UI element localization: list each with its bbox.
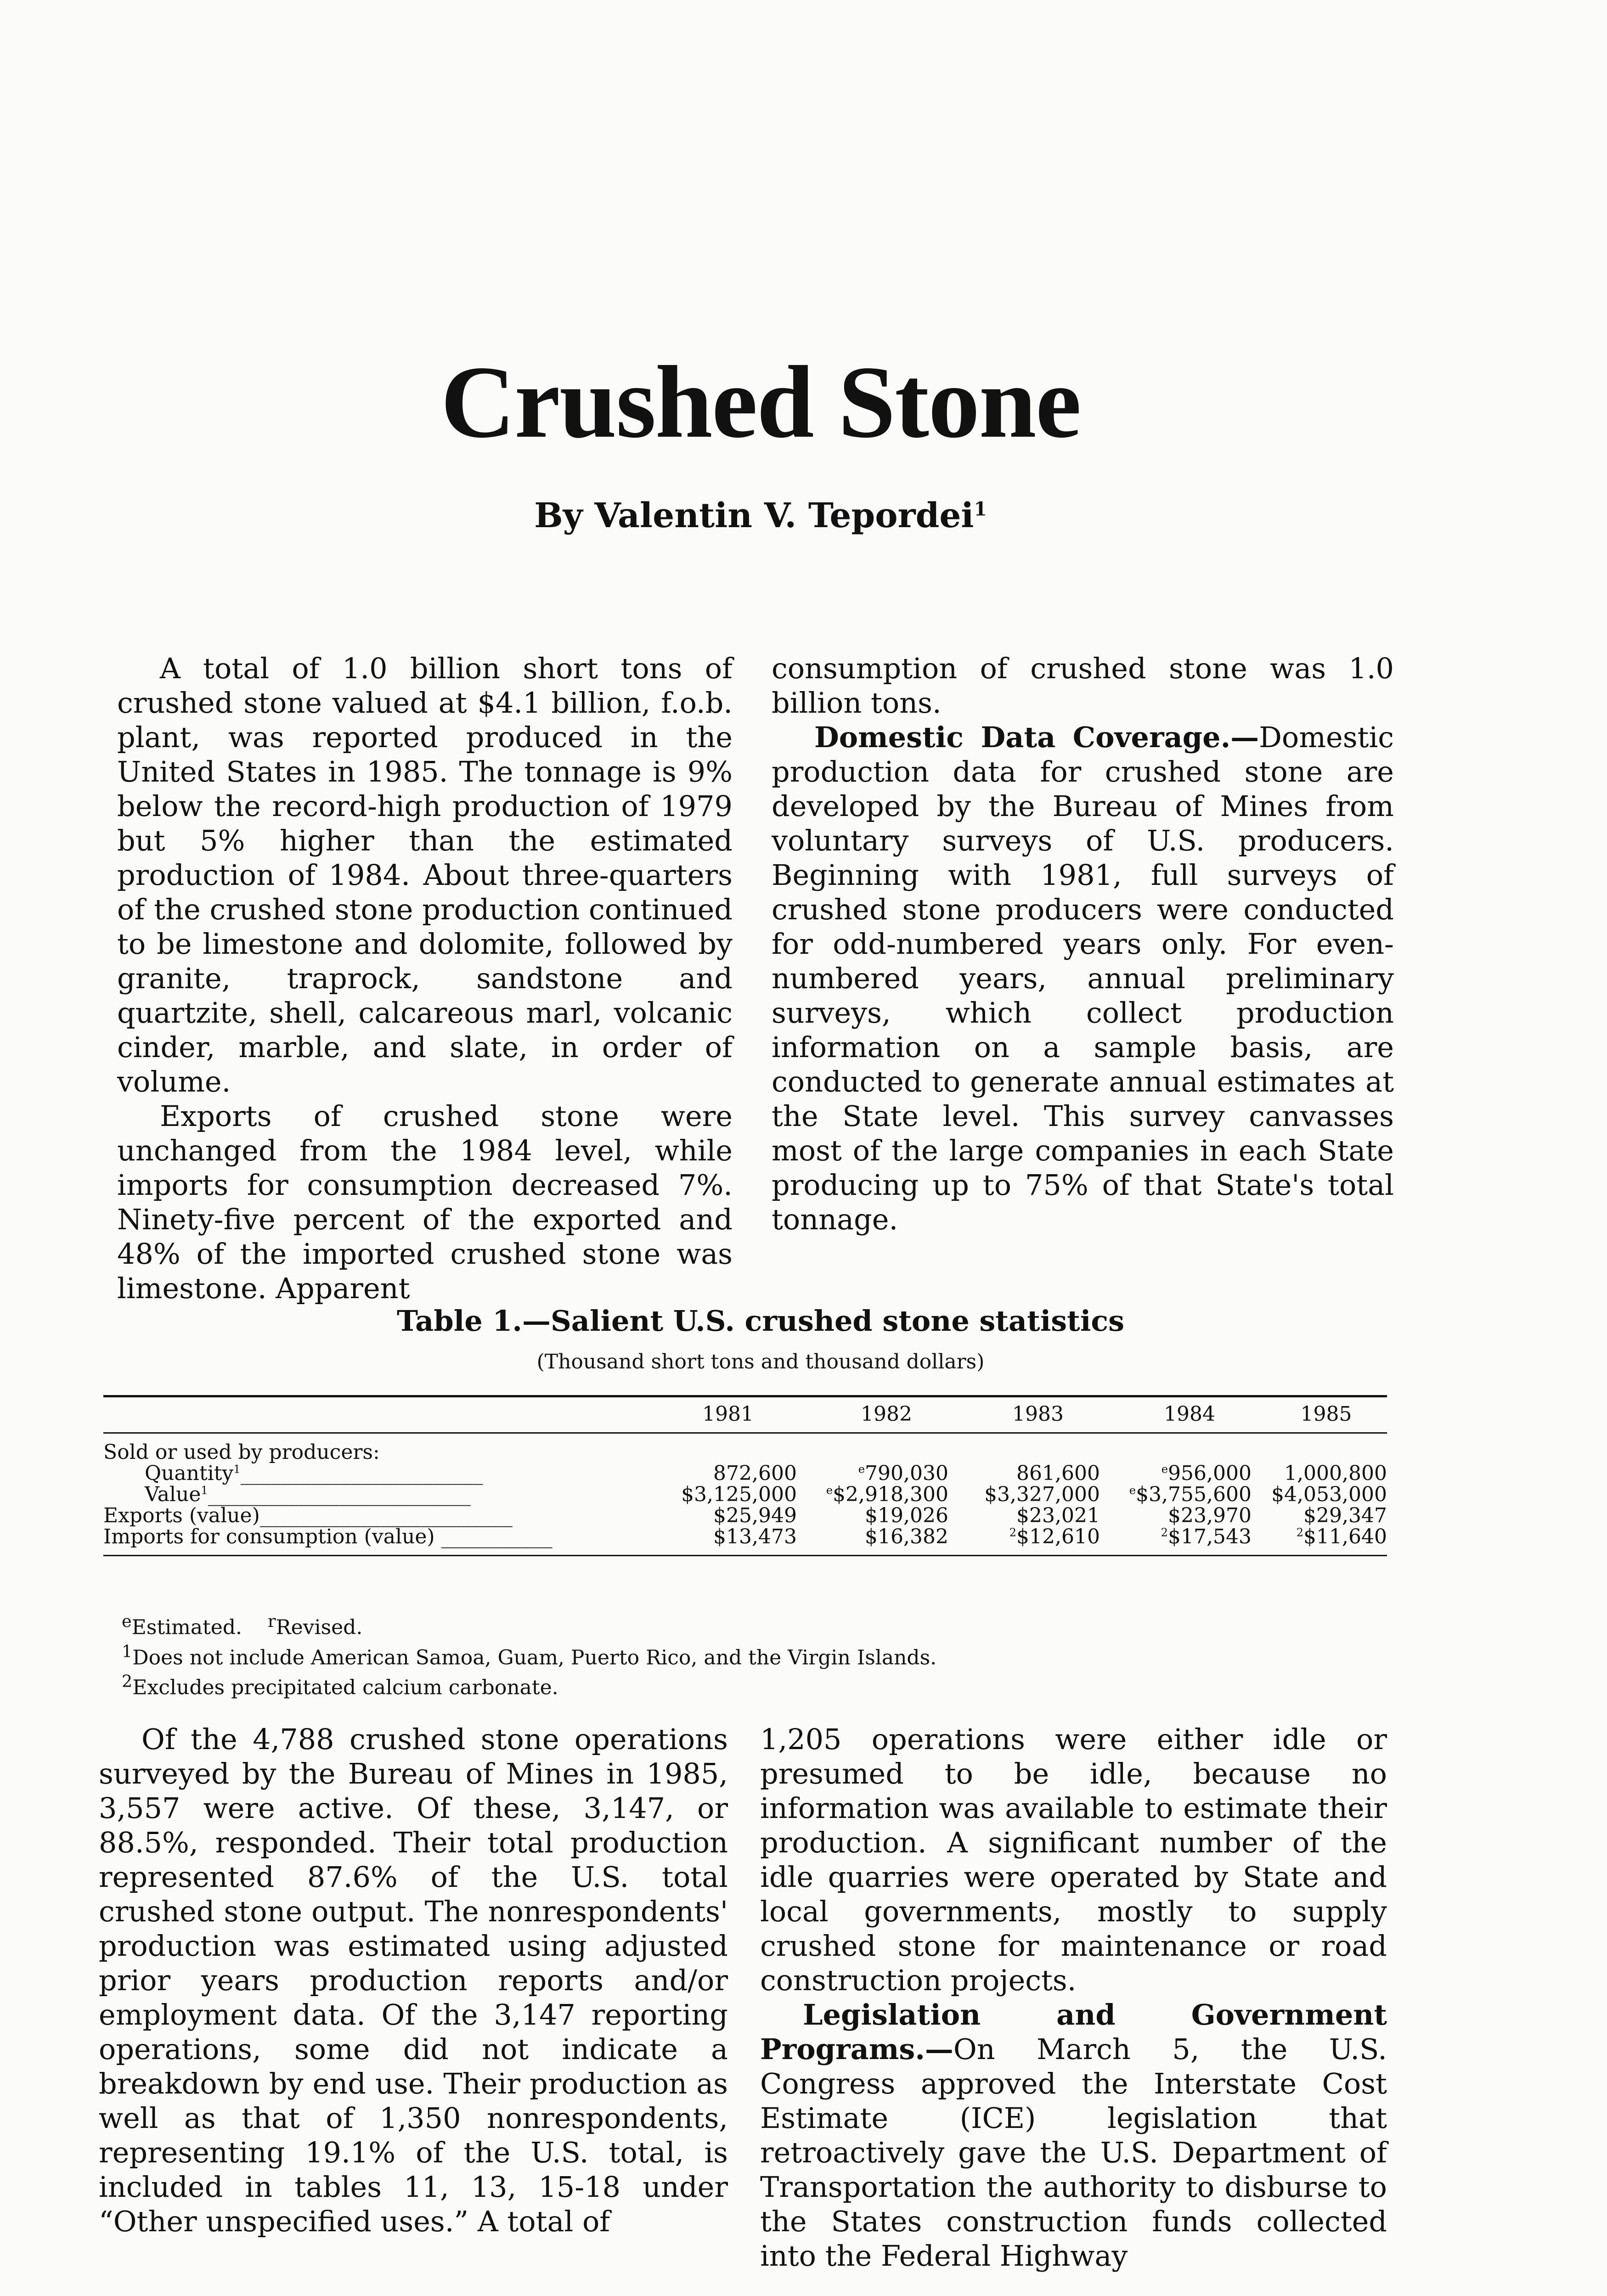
legislation-paragraph	[760, 1998, 1387, 2273]
table-cell: $13,473	[713, 1525, 797, 1548]
intro-column-left	[117, 651, 733, 1306]
intro-paragraph: A total of 1.0 billion short tons of crushed stone valued at $4.1 billion, f.o.b. plant, was reported produced in the United States in 1985. The tonnage is 9% below the record-high production of 1979 but 5% higher than the estimated production of 1984. About three-quarters of the crushed stone production continued to be limestone and dolomite, followed by granite, traprock, sandstone and quartzite, shell, calcareous marl, volcanic cinder, marble, and slate, in order of volume.	[117, 652, 733, 1098]
footnote: $^e$Estimated. $^r$Revised.	[122, 1611, 363, 1639]
table-cell: $3,125,000	[681, 1483, 797, 1506]
table-cell: $25,949	[713, 1504, 797, 1527]
table-footnotes	[122, 1609, 936, 1700]
legislation-text: On March 5, the U.S. Congress approved the Interstate Cost Estimate (ICE) legislation that retroactively gave the U.S. Department of Transportation the authority to disburse to the States construction funds collected into the Federal Highway	[760, 2032, 1387, 2273]
table-cell: $^e$\$3,755,600	[1129, 1483, 1252, 1506]
table-cell: $^2$\$17,543	[1161, 1525, 1252, 1548]
table-bottom-rule	[103, 1555, 1387, 1556]
table-cell: $4,053,000	[1271, 1483, 1387, 1506]
table-cell: $23,021	[1016, 1504, 1100, 1527]
coverage-text: Domestic production data for crushed stone are developed by the Bureau of Mines from voluntary surveys of U.S. producers. Beginning with 1981, full surveys of crushed stone producers were conducted for odd-numbered years only. For even-numbered years, annual preliminary surveys, which collect production information on a sample basis, are conducted to generate annual estimates at the State level. This survey canvasses most of the large companies in each State producing up to 75% of that State's total tonnage.	[772, 720, 1394, 1236]
footnote: $^2$Excludes precipitated calcium carbonate.	[122, 1671, 558, 1699]
table-cell: $29,347	[1303, 1504, 1387, 1527]
table-cell: $16,382	[865, 1525, 948, 1548]
row-label: Imports for consumption (value) ___________	[103, 1525, 553, 1548]
byline-footnote-mark: 1	[974, 498, 987, 520]
table-row	[103, 1505, 1387, 1526]
table-header-year: 1984	[1164, 1402, 1215, 1426]
row-label: Quantity$^1$________________________	[145, 1462, 483, 1485]
author-name: By Valentin V. Tepordei	[534, 496, 974, 535]
coverage-heading: Domestic Data Coverage.—	[814, 720, 1259, 754]
byline	[0, 496, 1521, 535]
table-header-year: 1982	[861, 1402, 912, 1426]
table-cell: $23,970	[1168, 1504, 1252, 1527]
body-column-left	[99, 1722, 728, 2239]
intro-paragraph: Exports of crushed stone were unchanged from the 1984 level, while imports for consumption decreased 7%. Ninety-five percent of the exported and 48% of the imported crushed stone was limestone. Apparent	[117, 1099, 733, 1305]
body-paragraph: Of the 4,788 crushed stone operations surveyed by the Bureau of Mines in 1985, 3,557 were active. Of these, 3,147, or 88.5%, responded. Their total production represented 87.6% of the U.S. total crushed stone output. The nonrespondents' production was estimated using adjusted prior years production reports and/or employment data. Of the 3,147 reporting operations, some did not indicate a breakdown by end use. Their production as well as that of 1,350 nonrespondents, representing 19.1% of the U.S. total, is included in tables 11, 13, 15-18 under “Other unspecified uses.” A total of	[99, 1722, 728, 2238]
table-header-rule	[103, 1432, 1387, 1434]
table-cell: $19,026	[865, 1504, 948, 1527]
table-row	[103, 1463, 1387, 1484]
table-cell: 872,600	[713, 1462, 797, 1485]
table-cell: $^e$790,030	[858, 1462, 948, 1485]
table-header-row	[103, 1397, 1387, 1432]
intro-continuation: consumption of crushed stone was 1.0 billion tons.	[772, 652, 1394, 720]
table-title: Table 1.—Salient U.S. crushed stone statistics	[396, 1304, 1125, 1338]
body-column-right	[760, 1722, 1387, 2273]
table-cell: 861,600	[1016, 1462, 1100, 1485]
table-group-label: Sold or used by producers:	[103, 1441, 380, 1464]
row-label: Exports (value)_________________________	[103, 1504, 513, 1527]
body-continuation: 1,205 operations were either idle or presumed to be idle, because no information was available to estimate their production. A significant number of the idle quarries were operated by State and local governments, mostly to supply crushed stone for maintenance or road construction projects.	[760, 1722, 1387, 1997]
table-cell: $3,327,000	[984, 1483, 1100, 1506]
table-cell: 1,000,800	[1284, 1462, 1387, 1485]
table-group-row	[103, 1442, 1387, 1463]
table-cell: $^2$\$11,640	[1296, 1525, 1387, 1548]
table-header-year: 1983	[1012, 1402, 1064, 1426]
table-cell: $^2$\$12,610	[1009, 1525, 1100, 1548]
table-header-blank	[103, 1397, 645, 1432]
table-header-year: 1985	[1300, 1402, 1352, 1426]
table-cell: $^e$\$2,918,300	[826, 1483, 948, 1506]
table-row	[103, 1526, 1387, 1548]
table-header-year: 1981	[702, 1402, 754, 1426]
coverage-paragraph	[772, 720, 1394, 1237]
footnote: $^1$Does not include American Samoa, Guam, Puerto Rico, and the Virgin Islands.	[122, 1641, 937, 1670]
intro-column-right	[772, 651, 1394, 1237]
salient-statistics-table	[103, 1395, 1387, 1556]
legislation-heading: Legislation and Government Programs.—	[760, 1998, 1387, 2066]
table-row	[103, 1484, 1387, 1505]
table-cell: $^e$956,000	[1161, 1462, 1252, 1485]
page-title: Crushed Stone	[440, 344, 1081, 459]
table-subtitle: (Thousand short tons and thousand dollars)	[536, 1350, 985, 1373]
row-label: Value$^1$__________________________	[145, 1483, 471, 1506]
